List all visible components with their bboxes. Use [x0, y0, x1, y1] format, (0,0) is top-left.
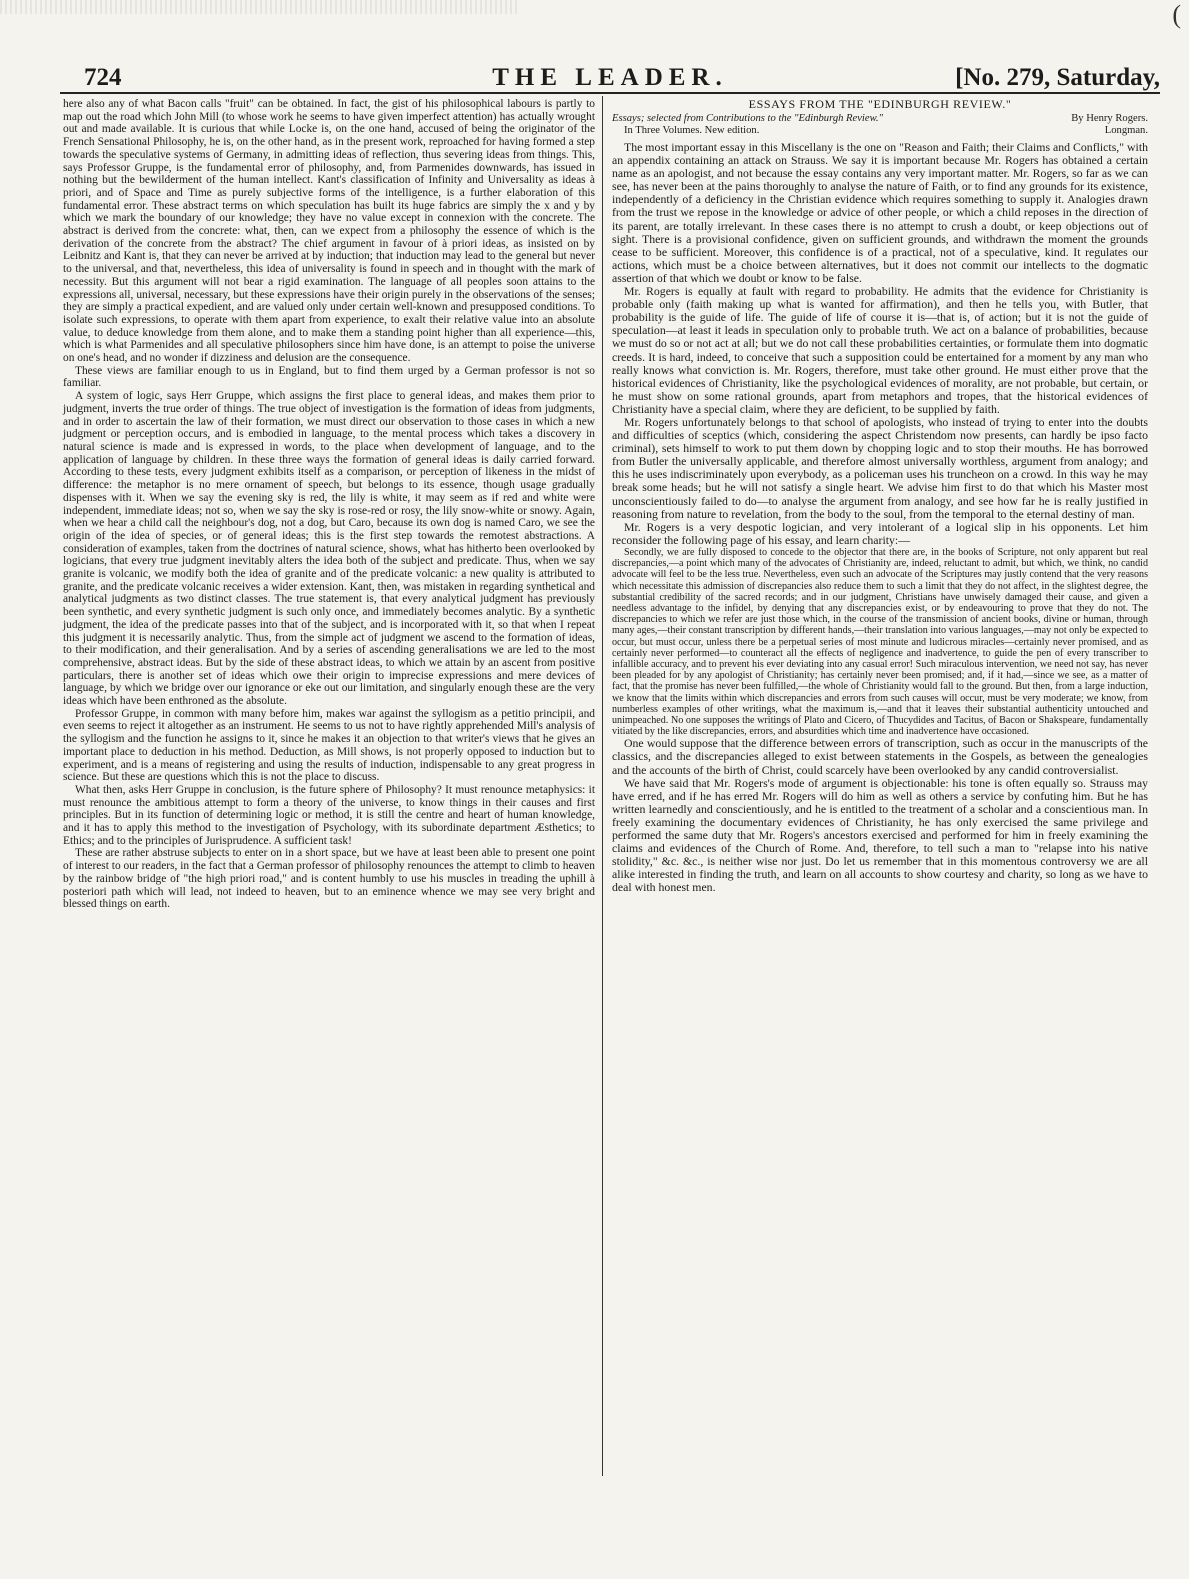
- page-top-texture: [0, 0, 520, 14]
- paragraph: Mr. Rogers unfortunately belongs to that school of apologists, who instead of trying to enter into the doubts and difficulties of sceptics (which, considering the aspect Christendom now presents, can hardly be ipso facto criminal), sets himself to work to put them down by chopping logic and to stop their mouths. He has borrowed from Butler the universally applicable, and therefore almost universally worthless, argument from analogy; and this he uses indiscriminately upon everybody, as a policeman uses his truncheon on a crowd. In this way he may break some heads; but he will not satisfy a single heart. We advise him first to do that which his Master most unconscientiously failed to do—to analyse the argument from analogy, and see how far he is really justified in reasoning from nature to revelation, from the body to the soul, from the temporal to the eternal destiny of man.: [612, 414, 1148, 521]
- page-number: 724: [84, 64, 122, 91]
- paragraph: here also any of what Bacon calls "fruit" can be obtained. In fact, the gist of his philosophical labours is partly to map out the road which John Mill (to whose work he seems to have given imperfect attention) has actually wrought out and made available. It is curious that while Locke is, on the one hand, accused of being the originator of the French Sensational Philosophy, he is, on the other hand, as in the present work, reproached for having formed a step towards the speculative systems of Germany, in admitting ideas of reflection, thus severing ideas from things. This, says Professor Gruppe, is the fundamental error of philosophy, and, from Parmenides downwards, has issued in nothing but the bewilderment of the human intellect. Kant's classification of Infinity and Universality as ideas à priori, and of Space and Time as purely subjective forms of the intelligence, is a further elaboration of this fundamental error. These abstract terms on which speculation has built its huge fabrics are simply the x and y by which we mark the boundary of our knowledge; they have no value except in connexion with the concrete. The abstract is derived from the concrete: what, then, can we expect from a philosophy the essence of which is the derivation of the concrete from the abstract? The chief argument in favour of à priori ideas, as insisted on by Leibnitz and Kant is, that they can never be arrived at by induction; that induction may lead to the general but never to the universal, and that, nevertheless, this idea of universality is found in speech and in thought with the mark of necessity. But this argument will not bear a rigid examination. The language of all peoples soon attains to the expressions all, universal, necessary, but these expressions have their origin purely in the observations of the senses; they are simply a practical expedient, and are valued only under certain well-known and presupposed conditions. To isolate such expressions, to operate with them apart from experience, to exalt their relative value into an absolute value, to deduce knowledge from them alone, and to make them a standing point higher than all experience—this, which is what Parmenides and all speculative philosophers since him have done, is an attempt to poise the universe on one's head, and no wonder if dizziness and delusion are the consequence.: [63, 98, 595, 365]
- citation-line-2: [612, 125, 1148, 137]
- issue-label: [No. 279, Saturday,: [955, 64, 1160, 91]
- paragraph: What then, asks Herr Gruppe in conclusion, is the future sphere of Philosophy? It must renounce metaphysics: it must renounce the ambitious attempt to form a theory of the universe, to know things in their causes and first principles. But in its function of determining logic or method, it is still the centre and heart of human knowledge, and it has to apply this method to the investigation of Psychology, with its subordinate department Æsthetics; to Ethics; and to the principles of Jurisprudence. A sufficient task!: [63, 783, 595, 847]
- paragraph: These are rather abstruse subjects to enter on in a short space, but we have at least been able to present one point of interest to our readers, in the fact that a German professor of philosophy renounces the attempt to climb to heaven by the rainbow bridge of "the high priori road," and is content humbly to use his muscles in treading the uphill à posteriori path which will lead, not indeed to heaven, but to an eminence whence we may see very bright and blessed things on earth.: [63, 847, 595, 911]
- column-divider: [602, 96, 603, 1476]
- book-citation: [612, 113, 1148, 136]
- right-column: [612, 98, 1148, 894]
- citation-publisher: Longman.: [1104, 124, 1148, 136]
- paragraph: These views are familiar enough to us in England, but to find them urged by a German professor is not so familiar.: [63, 364, 595, 390]
- article-title: ESSAYS FROM THE "EDINBURGH REVIEW.": [748, 97, 1012, 111]
- citation-book: Essays; selected from Contributions to the "Edinburgh Review.": [612, 113, 883, 124]
- paragraph: Mr. Rogers is equally at fault with regard to probability. He admits that the evidence for Christianity is probable only (faith making up what is wanted for affirmation), and then he tells you, with Butler, that probability is the guide of life. The guide of life of course it is—that is, of action; but it is not the guide of speculation—at least it leads in speculation only to probable truth. We act on a balance of probabilities, because we must do so or not act at all; but we do not call these probabilities certainties, or formulate them into dogmatic creeds. It is hard, indeed, to conceive that such a supposition could be entertained for a moment by any man who really knows what conviction is. Mr. Rogers, therefore, must take other ground. He must either prove that the historical evidences of Christianity, like the psychological evidences of morality, are not probable, but certain, or he must show on some rational grounds, apart from metaphors and tropes, that the historical evidences of Christianity have a special claim, where they are deficient, to be supplied by faith.: [612, 284, 1148, 416]
- paragraph: Mr. Rogers is a very despotic logician, and very intolerant of a logical slip in his opponents. Let him reconsider the following page of his essay, and learn charity:—: [612, 519, 1148, 547]
- page-header: [60, 62, 1160, 94]
- paragraph: One would suppose that the difference between errors of transcription, such as occur in the manuscripts of the classics, and the discrepancies alleged to exist between statements in the Gospels, as between the genealogies and the accounts of the birth of Christ, could scarcely have been overlooked by any candid controversialist.: [612, 736, 1148, 777]
- masthead: THE LEADER.: [492, 64, 728, 91]
- left-column: [63, 98, 595, 911]
- citation-author: By Henry Rogers.: [1071, 113, 1148, 124]
- paragraph: A system of logic, says Herr Gruppe, which assigns the first place to general ideas, and makes them prior to judgment, inverts the true order of things. The true object of investigation is the formation of ideas from judgments, and in order to ascertain the law of their formation, we must direct our observation to those cases in which a new judgment or perception occurs, and is embodied in language, to the mental process which takes a discovery in natural science is made and is expressed in words, to the place when development of language, and to the application of language by children. In these three ways the formation of general ideas is daily carried forward. According to these tests, every judgment exhibits itself as a comparison, or perception of likeness in the midst of difference: the metaphor is no mere ornament of speech, but belongs to its essence, though usage gradually dispenses with it. When we say the evening sky is red, the lily is white, it may seem as if red and white were independent, immediate ideas; not so, when we say the sky is rose-red or rosy, the lily snow-white or snowy. Again, when we hear a child call the neighbour's dog, not a dog, but Caro, because its own dog is named Caro, we see the origin of the idea of species, or of general ideas; this is the first step towards the remotest abstractions. A consideration of examples, taken from the doctrines of natural science, shows, what has hitherto been overlooked by logicians, that every true judgment inevitably alters the idea both of the subject and predicate. Thus, when we say granite is volcanic, we modify both the idea of granite and of the predicate volcanic: a new quality is attributed to granite, and the predicate volcanic receives a wider extension. Kant, then, was mistaken in regarding synthetical and analytical judgments as two distinct classes. The true statement is, that every analytical judgment has previously been synthetic, and every synthetic judgment is such only once, and immediately becomes analytic. By a synthetic judgment, the idea of the predicate passes into that of the subject, and is incorporated with it, so that when I repeat this judgment it is necessarily analytic. Thus, from the simple act of judgment we ascend to the formation of ideas, to their modification, and their generalisation. And by a series of ascending generalisations we are led to the most comprehensive, abstract ideas. But by the side of these abstract ideas, to which we attain by an ascent from positive particulars, there is another set of ideas which owe their origin to imprecise expressions and mere devices of language, by which we bridge over our ignorance or eke out our limitation, and singularly enough these are the very ideas which have been enthroned as the absolute.: [63, 390, 595, 708]
- citation-edition: In Three Volumes. New edition.: [624, 124, 760, 136]
- paragraph: The most important essay in this Miscellany is the one on "Reason and Faith; their Claims and Conflicts," with an appendix containing an attack on Strauss. We say it is important because Mr. Rogers has obtained a certain name as an apologist, and not because the essay contains any very important matter. Mr. Rogers, so far as we can see, has never been at the pains thoroughly to analyse the nature of Faith, or to find any grounds for its existence, independently of a deficiency in the Christian evidence which requires something to supply it. Analogies drawn from the trust we repose in the knowledge or advice of other people, or which a child reposes in the direction of its parent, are totally irrelevant. In these cases there is no attempt to crush a doubt, or keep objections out of sight. There is a provisional confidence, given on sufficient grounds, and withdrawn the moment the grounds cease to be sufficient. Moreover, this confidence is of a practical, not of a speculative, kind. It regulates our actions, which must be a choice between alternatives, but it does not commit our intellects to the dogmatic assertion of that which we doubt or know to be false.: [612, 140, 1148, 285]
- corner-mark: (: [1172, 0, 1181, 29]
- block-quote: Secondly, we are fully disposed to concede to the objector that there are, in the books of Scripture, not only apparent but real discrepancies,—a point which many of the advocates of Christianity are, indeed, reluctant to admit, but which, we think, no candid advocate will feel to be the less true. Nevertheless, even such an advocate of the Scriptures may justly contend that the very reasons which necessitate this admission of discrepancies also reduce them to such a limit that they do not affect, in the slightest degree, the substantial credibility of the sacred records; and in our judgment, Christians have unwisely damaged their cause, and given a needless advantage to the infidel, by denying that any discrepancies exist, or by endeavouring to prove that they do not. The discrepancies to which we refer are just those which, in the course of the transmission of ancient books, divine or human, through many ages,—their constant transcription by different hands,—their translation into various languages,—may not only be expected to occur, but must occur, unless there be a perpetual series of most minute and ludicrous miracles—certainly never promised, and as certainly never performed—to counteract all the effects of negligence and inadvertence, to guide the pen of every transcriber to infallible accuracy, and to prevent his ever deviating into any casual error! Such miraculous intervention, we need not say, has never been pleaded for by any apologist of Christianity; has certainly never been promised; and, if it had,—since we see, as a matter of fact, that the promise has never been fulfilled,—the whole of Christianity would fall to the ground. But then, from a large induction, we know that the limits within which discrepancies and errors from such causes will occur, must be very moderate; we know, from numberless examples of other writings, what the maximum is,—and that it leaves their substantial authenticity untouched and unimpeached. No one supposes the writings of Plato and Cicero, of Thucydides and Tacitus, of Bacon or Shakspeare, fundamentally vitiated by the like discrepancies, errors, and absurdities which time and inadvertence have occasioned.: [612, 546, 1148, 738]
- paragraph: We have said that Mr. Rogers's mode of argument is objectionable: his tone is often equally so. Strauss may have erred, and if he has erred Mr. Rogers will do him as well as others a service by confuting him. But he has written learnedly and conscientiously, and he is entitled to the treatment of a scholar and a conscientious man. In freely examining the documentary evidences of Christianity, he has only exercised the same privilege and performed the same duty that Mr. Rogers's ancestors exercised and performed for him in freely examining the claims and evidences of the Church of Rome. And, therefore, to tell such a man to "relapse into his native stolidity," &c. &c., is neither wise nor just. Do let us remember that in this momentous controversy we are all alike interested in finding the truth, and learn on all accounts to show courtesy and charity, so long as we have to deal with honest men.: [612, 775, 1148, 895]
- paragraph: Professor Gruppe, in common with many before him, makes war against the syllogism as a petitio principii, and even seems to reject it altogether as an instrument. He seems to us not to have rightly apprehended Mill's analysis of the syllogism and the function he assigns to it, since he makes it an objection to that writer's views that he gives an important place to deduction in his method. Deduction, as Mill shows, is not properly opposed to induction but to experiment, and is a means of registering and using the results of induction, indispensable to any great progress in science. But these are questions which this is not the place to discuss.: [63, 707, 595, 784]
